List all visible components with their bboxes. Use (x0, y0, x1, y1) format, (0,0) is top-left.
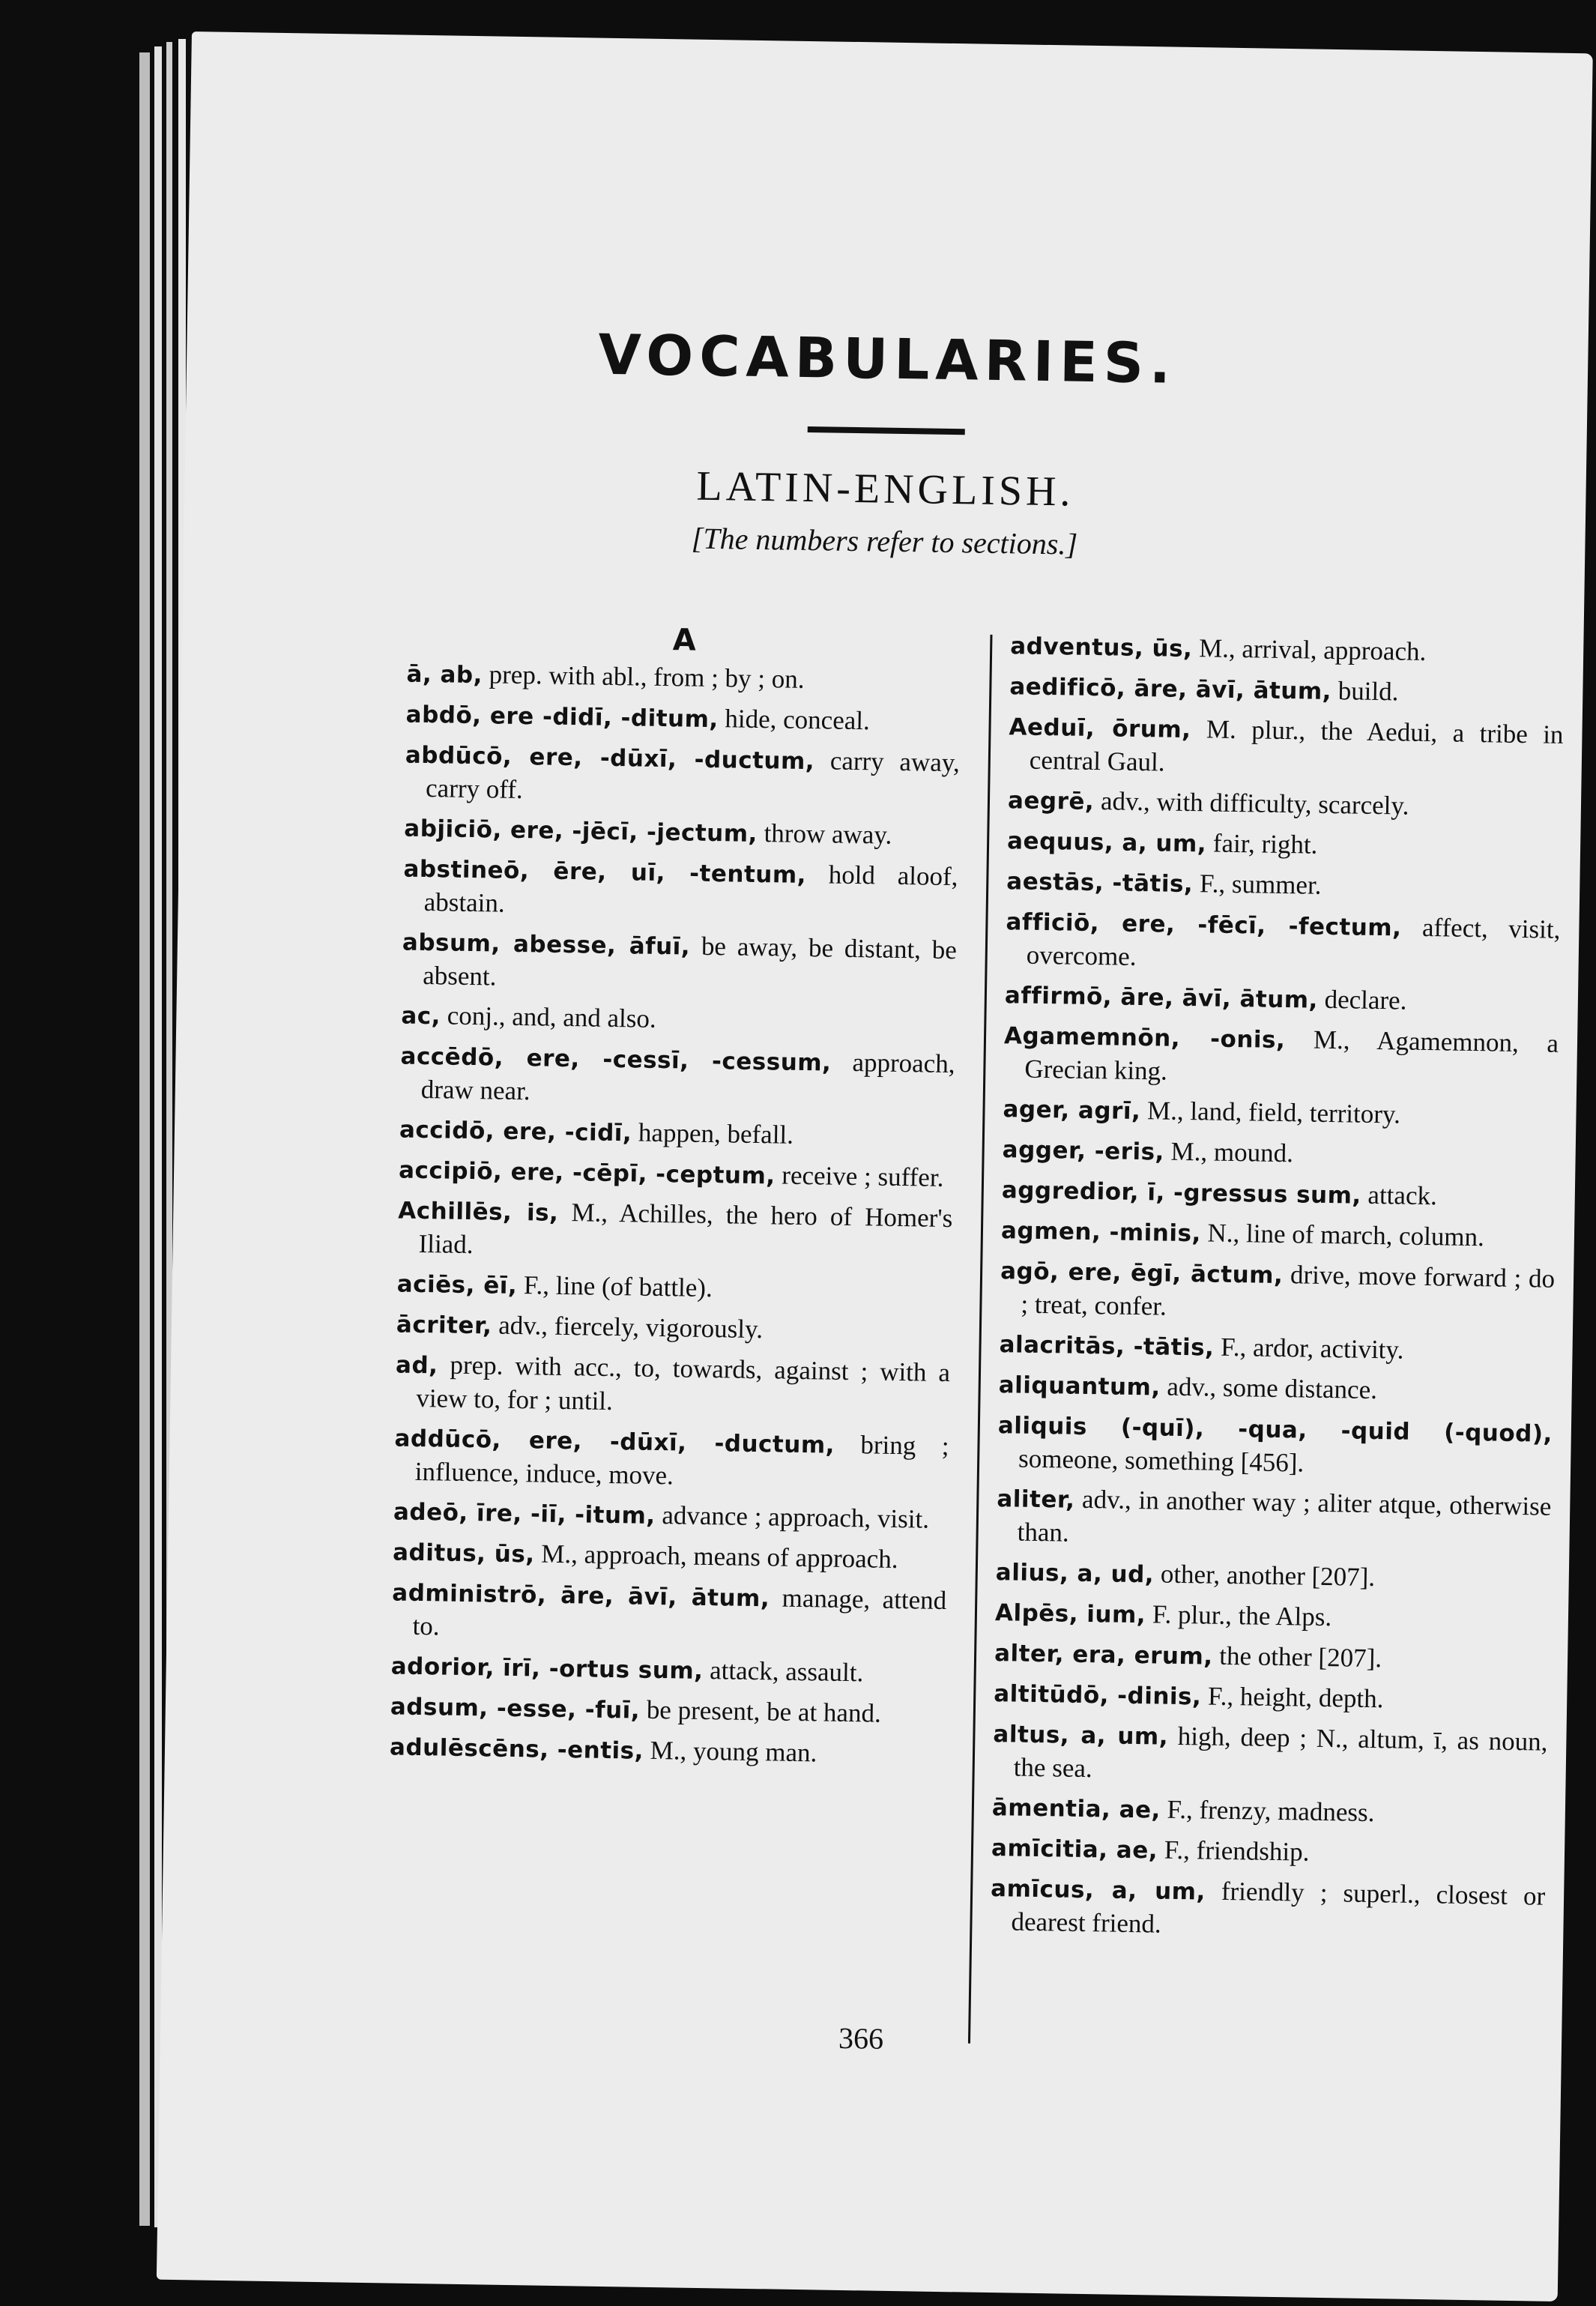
definition: M., land, field, territory. (1146, 1096, 1401, 1129)
vocab-entry (406, 657, 961, 700)
vocab-entry (1005, 905, 1560, 980)
vocab-entry (1009, 710, 1564, 785)
definition: receive ; suffer. (782, 1160, 944, 1192)
definition: fair, right. (1212, 828, 1318, 860)
headword: aliquis (-quī), -qua, -quid (-quod), (997, 1412, 1553, 1448)
definition: hold aloof, abstain. (423, 860, 958, 918)
vocab-entry (1008, 783, 1563, 826)
vocab-entry (402, 852, 958, 928)
headword: ac, (401, 1002, 441, 1030)
section-note: [The numbers refer to sections.] (691, 521, 1078, 561)
headword: amīcitia, ae, (991, 1835, 1158, 1865)
vocab-entry (1003, 1092, 1558, 1135)
headword: ad, (395, 1351, 438, 1380)
vocab-entry (992, 1717, 1547, 1793)
definition: manage, attend to. (412, 1583, 947, 1641)
headword: aestās, -tātis, (1006, 868, 1194, 899)
headword: adorior, īrī, -ortus sum, (390, 1652, 704, 1685)
headword: adventus, ūs, (1009, 633, 1193, 663)
vocab-entry (399, 1113, 955, 1156)
headword: affirmō, āre, āvī, ātum, (1004, 982, 1319, 1014)
vocab-entry (994, 1636, 1550, 1679)
headword: absum, abesse, āfuī, (402, 929, 691, 961)
headword: aedificō, āre, āvī, ātum, (1009, 673, 1332, 705)
headword: Aeduī, ōrum, (1009, 713, 1191, 744)
vocab-entry (1001, 1213, 1556, 1256)
definition: M., arrival, approach. (1198, 633, 1427, 666)
headword: administrō, āre, āvī, ātum, (392, 1579, 770, 1613)
definition: be present, be at hand. (646, 1694, 882, 1728)
vocab-entry (401, 999, 956, 1042)
vocab-entry (400, 1039, 955, 1115)
vocab-entry (1007, 824, 1562, 866)
definition: approach, draw near. (420, 1048, 955, 1106)
definition: bring ; influence, induce, move. (414, 1430, 949, 1491)
page-edge (139, 52, 150, 2226)
definition: M., young man. (650, 1735, 817, 1768)
headword: abstineō, ēre, uī, -tentum, (403, 855, 807, 890)
page-title: VOCABULARIES. (597, 322, 1177, 396)
headword: aciēs, ēī, (396, 1270, 518, 1300)
definition: F. plur., the Alps. (1152, 1599, 1332, 1632)
vocab-entry (1002, 1132, 1557, 1175)
headword: adulēscēns, -entis, (389, 1733, 644, 1765)
vocab-entry (394, 1421, 949, 1497)
column-divider (968, 635, 993, 2044)
left-column (390, 620, 962, 1779)
headword: ā, ab, (406, 660, 483, 689)
headword: ager, agrī, (1003, 1096, 1141, 1126)
book-page (157, 31, 1593, 2302)
headword: altus, a, um, (993, 1721, 1169, 1751)
headword: Achillēs, is, (398, 1197, 559, 1227)
headword: addūcō, ere, -dūxī, -ductum, (394, 1425, 835, 1459)
definition: prep. with abl., from ; by ; on. (489, 659, 805, 694)
definition: the other [207]. (1219, 1641, 1382, 1673)
definition: advance ; approach, visit. (662, 1500, 930, 1534)
definition: hide, conceal. (725, 704, 871, 736)
headword: aequus, a, um, (1006, 827, 1207, 858)
definition: adv., fiercely, vigorously. (498, 1310, 764, 1344)
vocab-entry (395, 1347, 950, 1423)
headword: aegrē, (1007, 787, 1095, 816)
headword: accipiō, ere, -cēpī, -ceptum, (398, 1156, 776, 1190)
definition: friendly ; superl., closest or dearest friend. (1011, 1876, 1546, 1939)
headword: amīcus, a, um, (990, 1875, 1206, 1906)
definition: M. plur., the Aedui, a tribe in central Gaul. (1029, 714, 1564, 777)
headword: abdūcō, ere, -dūxī, -ductum, (405, 741, 815, 776)
vocab-entry (1010, 629, 1565, 671)
title-rule (808, 426, 965, 435)
definition: throw away. (764, 818, 892, 850)
headword: aliter, (997, 1485, 1075, 1514)
definition: M., Agamemnon, a Grecian king. (1024, 1024, 1559, 1086)
headword: alter, era, erum, (994, 1640, 1213, 1670)
headword: altitūdō, -dinis, (994, 1680, 1202, 1711)
headword: agmen, -minis, (1000, 1217, 1202, 1248)
vocab-entry (405, 698, 961, 740)
definition: F., ardor, activity. (1220, 1332, 1404, 1365)
definition: be away, be distant, be absent. (422, 931, 958, 991)
vocab-entry (393, 1494, 949, 1537)
headword: abdō, ere -didī, -ditum, (405, 701, 719, 734)
vocab-entry (995, 1596, 1550, 1638)
headword: aditus, ūs, (392, 1539, 535, 1569)
definition: adv., in another way ; aliter atque, otherwise than. (1017, 1484, 1552, 1548)
vocab-entry (404, 812, 959, 854)
section-letter: A (672, 623, 697, 658)
vocab-entry (393, 1535, 948, 1578)
headword: afficiō, ere, -fēcī, -fectum, (1006, 908, 1402, 942)
vocab-entry (1003, 1018, 1559, 1094)
definition: affect, visit, overcome. (1026, 912, 1561, 971)
vocab-entry (405, 738, 960, 814)
definition: adv., with difficulty, scarcely. (1100, 786, 1409, 821)
headword: alius, a, ud, (995, 1559, 1155, 1589)
vocab-entry (390, 1649, 946, 1691)
vocab-entry (396, 1308, 952, 1350)
definition: N., line of march, column. (1207, 1218, 1485, 1252)
vocab-entry (399, 1153, 954, 1196)
vocab-entry (995, 1555, 1550, 1598)
vocab-entry (391, 1575, 946, 1651)
page-header (184, 316, 1589, 570)
headword: agō, ere, ēgī, āctum, (1000, 1258, 1284, 1290)
vocab-entry (996, 1482, 1551, 1557)
vocab-entry (991, 1831, 1547, 1874)
vocab-entry (390, 1730, 945, 1772)
definition: F., height, depth. (1207, 1681, 1384, 1714)
definition: someone, something [456]. (1018, 1443, 1305, 1478)
definition: build. (1337, 676, 1399, 707)
headword: abjiciō, ere, -jēcī, -jectum, (404, 815, 758, 848)
definition: declare. (1324, 984, 1407, 1015)
definition: carry away, carry off. (425, 746, 961, 805)
vocab-entry (992, 1790, 1547, 1833)
headword: agger, -eris, (1002, 1136, 1165, 1166)
headword: adsum, -esse, -fuī, (390, 1693, 641, 1724)
right-column (990, 629, 1565, 1953)
headword: aggredior, ī, -gressus sum, (1001, 1177, 1361, 1210)
headword: aliquantum, (998, 1371, 1161, 1401)
vocab-entry (994, 1676, 1549, 1719)
headword: āmentia, ae, (991, 1794, 1161, 1824)
definition: F., summer. (1199, 869, 1322, 900)
vocab-entry (402, 926, 957, 1001)
definition: adv., some distance. (1167, 1371, 1378, 1405)
definition: prep. with acc., to, towards, against ; with a view to, for ; until. (416, 1350, 951, 1416)
vocab-entry (990, 1871, 1545, 1947)
definition: attack. (1367, 1180, 1438, 1211)
definition: conj., and, and also. (447, 1000, 656, 1033)
definition: attack, assault. (709, 1655, 864, 1688)
headword: accidō, ere, -cidī, (399, 1116, 632, 1147)
page-edge (154, 46, 162, 2227)
definition: high, deep ; N., altum, ī, as noun, the sea. (1013, 1721, 1548, 1784)
vocab-entry (396, 1267, 952, 1310)
definition: happen, befall. (638, 1117, 794, 1150)
headword: Agamemnōn, -onis, (1003, 1022, 1286, 1054)
page-number: 366 (838, 2020, 884, 2056)
definition: M., Achilles, the hero of Homer's Iliad. (418, 1198, 953, 1260)
definition: F., frenzy, madness. (1167, 1794, 1375, 1828)
vocab-entry (997, 1408, 1553, 1484)
definition: F., friendship. (1164, 1835, 1310, 1867)
headword: alacritās, -tātis, (999, 1331, 1215, 1362)
vocab-entry (1006, 864, 1562, 907)
vocab-entry (1009, 669, 1565, 712)
vocab-entry (1002, 1173, 1557, 1216)
definition: drive, move forward ; do ; treat, confer. (1021, 1260, 1556, 1321)
definition: M., approach, means of approach. (541, 1539, 898, 1575)
section-subtitle: LATIN-ENGLISH. (696, 462, 1074, 516)
vocab-entry (998, 1368, 1553, 1410)
vocab-entry (999, 1327, 1554, 1370)
definition: other, another [207]. (1160, 1559, 1376, 1593)
headword: ācriter, (396, 1311, 492, 1340)
vocab-entry (397, 1194, 952, 1270)
definition: M., mound. (1170, 1136, 1294, 1168)
vocab-entry (390, 1689, 946, 1732)
headword: Alpēs, ium, (994, 1599, 1146, 1629)
vocab-entry (1000, 1254, 1555, 1329)
vocab-entry (1005, 978, 1560, 1021)
headword: adeō, īre, -iī, -itum, (393, 1498, 656, 1530)
definition: F., line (of battle). (523, 1270, 713, 1303)
headword: accēdō, ere, -cessī, -cessum, (400, 1042, 832, 1077)
